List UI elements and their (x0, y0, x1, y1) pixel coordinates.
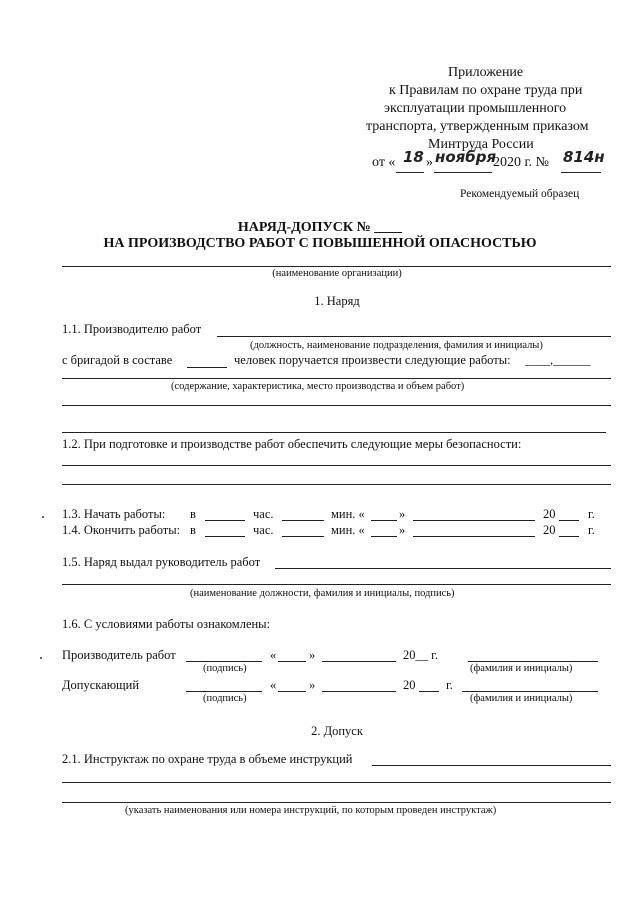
p13-hour: час. (253, 507, 274, 521)
p21-caption: (указать наименования или номера инструкций, по которым проведен инструктаж) (125, 805, 497, 816)
works-line-1 (62, 378, 611, 379)
p15-caption: (наименование должности, фамилия и инициалы, подпись) (190, 588, 455, 599)
form-title: НАРЯД-ДОПУСК № ____ (237, 220, 403, 235)
works-line-3 (62, 432, 606, 433)
producer-month-line (322, 661, 396, 662)
p11-people: человек поручается произвести следующие работы: (234, 353, 511, 367)
p13-label: 1.3. Начать работы: (62, 507, 166, 521)
admitting-sign-line (186, 691, 262, 692)
admitting-name-caption: (фамилия и инициалы) (470, 693, 573, 704)
producer-day-line (278, 661, 306, 662)
producer-sign-line (186, 661, 262, 662)
admitting-year: 20 (403, 678, 416, 692)
day-underline (396, 172, 424, 173)
p14-hour: час. (253, 523, 274, 537)
order-year: 2020 г. № (493, 155, 550, 170)
producer-quote-open: « (270, 648, 277, 662)
p15-line-1 (275, 568, 611, 569)
number-underline (561, 172, 601, 173)
recommended-sample: Рекомендуемый образец (460, 188, 580, 200)
p12-label: 1.2. При подготовке и производстве работ обеспечить следующие меры безопасности: (62, 437, 522, 451)
end-hour-line (205, 536, 245, 537)
producer-label: Производитель работ (62, 648, 176, 662)
producer-year: 20__ г. (403, 648, 438, 662)
p11-caption-2: (содержание, характеристика, место производства и объем работ) (171, 381, 465, 392)
works-line-2 (62, 405, 611, 406)
p14-in: в (190, 523, 196, 537)
producer-name-caption: (фамилия и инициалы) (470, 663, 573, 674)
order-number-handwritten: 814н (563, 148, 605, 166)
section-2-heading: 2. Допуск (311, 724, 363, 738)
order-from: от « (372, 155, 396, 170)
p14-label: 1.4. Окончить работы: (62, 523, 181, 537)
section-1-heading: 1. Наряд (314, 294, 360, 308)
end-day-line (371, 536, 397, 537)
p11-caption: (должность, наименование подразделения, фамилия и инициалы) (250, 340, 543, 351)
p11-tail: ____,______ (525, 353, 591, 367)
producer-sign-caption: (подпись) (203, 663, 247, 674)
order-quote: » (426, 155, 433, 170)
admitting-label: Допускающий (62, 678, 140, 692)
appendix-line-5: Минтруда России (428, 137, 534, 152)
appendix-line-2: к Правилам по охране труда при (389, 83, 583, 98)
p13-in: в (190, 507, 196, 521)
safety-line-1 (62, 465, 611, 466)
p21-label: 2.1. Инструктаж по охране труда в объеме инструкций (62, 752, 353, 766)
p21-line-3 (62, 802, 611, 803)
admitting-day-line (278, 691, 306, 692)
month-underline (434, 172, 492, 173)
admitting-month-line (322, 691, 396, 692)
order-day-handwritten: 18 (403, 148, 424, 166)
brigade-count-line (187, 367, 227, 368)
admitting-quote-close: » (309, 678, 316, 692)
p14-year: 20 (543, 523, 556, 537)
p14-quote: » (399, 523, 406, 537)
end-month-line (413, 536, 535, 537)
p11-brigade: с бригадой в составе (62, 353, 173, 367)
p16-label: 1.6. С условиями работы ознакомлены: (62, 617, 271, 631)
form-subtitle: НА ПРОИЗВОДСТВО РАБОТ С ПОВЫШЕННОЙ ОПАСНОСТЬЮ (103, 236, 537, 251)
start-day-line (371, 520, 397, 521)
org-caption: (наименование организации) (272, 268, 402, 279)
p21-line-2 (62, 782, 611, 783)
p15-label: 1.5. Наряд выдал руководитель работ (62, 555, 261, 569)
admitting-name-line (462, 691, 598, 692)
appendix-line-1: Приложение (448, 65, 524, 80)
safety-line-2 (62, 484, 611, 485)
p15-line-2 (62, 584, 611, 585)
producer-quote-close: » (309, 648, 316, 662)
p13-year: 20 (543, 507, 556, 521)
start-month-line (413, 520, 535, 521)
p13-quote: » (399, 507, 406, 521)
end-min-line (282, 536, 324, 537)
order-month-handwritten: ноября (435, 148, 497, 166)
p14-g: г. (588, 523, 595, 537)
appendix-line-3: эксплуатации промышленного (384, 101, 567, 116)
p13-min: мин. « (331, 507, 365, 521)
p13-g: г. (588, 507, 595, 521)
producer-name-line (468, 661, 598, 662)
admitting-year-line (419, 691, 439, 692)
admitting-g: г. (446, 678, 453, 692)
appendix-line-4: транспорта, утвержденным приказом (366, 119, 589, 134)
admitting-sign-caption: (подпись) (203, 693, 247, 704)
p11-line (217, 336, 611, 337)
end-year-line (559, 536, 579, 537)
p11-label: 1.1. Производителю работ (62, 322, 202, 336)
org-line (62, 266, 611, 267)
start-min-line (282, 520, 324, 521)
admitting-quote-open: « (270, 678, 277, 692)
p21-line-1 (372, 765, 611, 766)
start-year-line (559, 520, 579, 521)
start-hour-line (205, 520, 245, 521)
p14-min: мин. « (331, 523, 365, 537)
